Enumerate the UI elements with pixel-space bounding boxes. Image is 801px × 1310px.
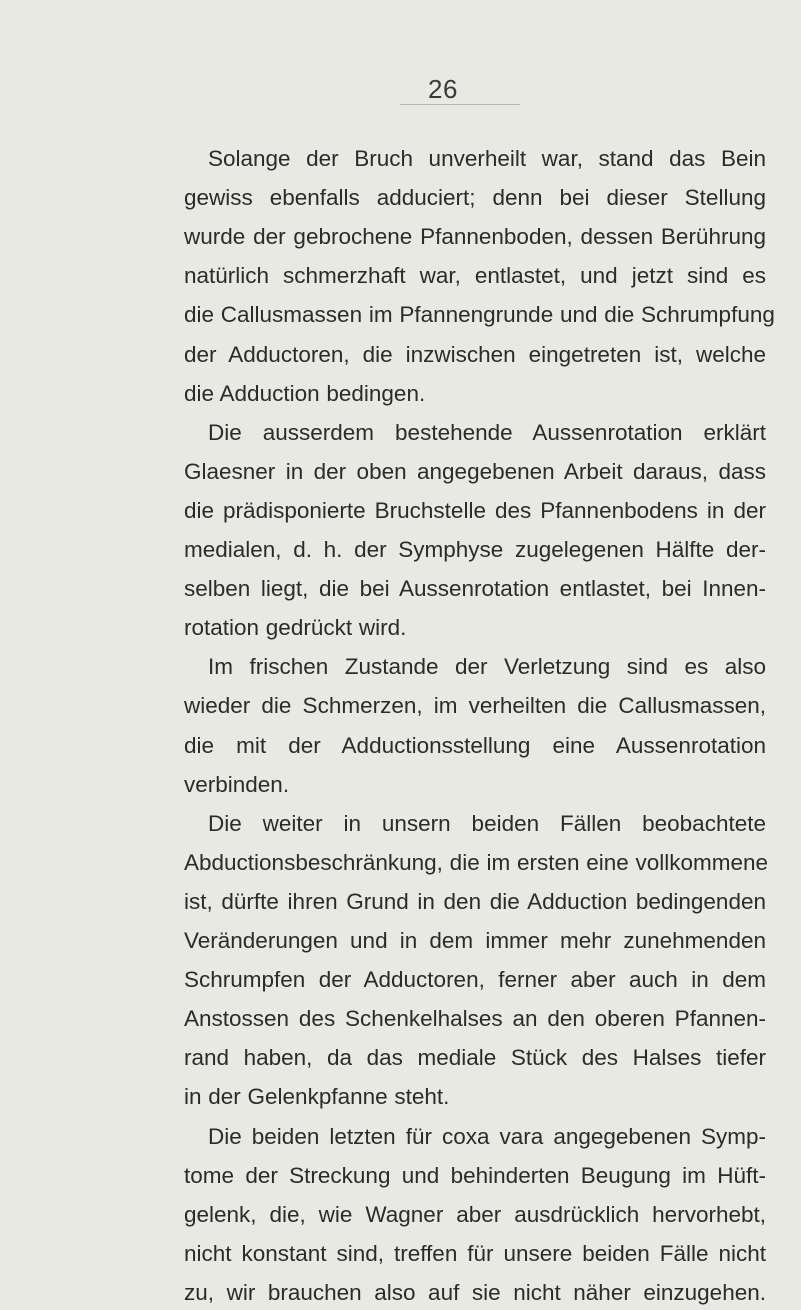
text-line: rand haben, da das mediale Stück des Halses tiefer (184, 1045, 766, 1071)
text-line: die mit der Adductionsstellung eine Aussenrotation (184, 732, 766, 758)
text-line: verbinden. (184, 771, 290, 797)
text-line: gelenk, die, wie Wagner aber ausdrücklich hervorhebt, (184, 1201, 766, 1227)
text-line: nicht konstant sind, treffen für unsere beiden Fälle nicht (184, 1240, 766, 1266)
text-line: medialen, d. h. der Symphyse zugelegenen Hälfte der- (184, 537, 766, 562)
text-line: die Adduction bedingen. (184, 380, 426, 406)
text-line: der Adductoren, die inzwischen eingetreten ist, welche (184, 341, 766, 367)
text-line: selben liegt, die bei Aussenrotation entlastet, bei Innen- (184, 576, 766, 602)
text-line: natürlich schmerzhaft war, entlastet, und jetzt sind es (184, 263, 766, 289)
text-line: Abductionsbeschränkung, die im ersten eine vollkommene (184, 849, 769, 875)
text-line: Glaesner in der oben angegebenen Arbeit daraus, dass (184, 458, 766, 484)
text-line: rotation gedrückt wird. (184, 615, 407, 641)
text-line: Solange der Bruch unverheilt war, stand das Bein (208, 146, 766, 171)
text-line: Die beiden letzten für coxa vara angegebenen Symp- (208, 1123, 766, 1149)
text-line: Veränderungen und in dem immer mehr zunehmenden (184, 928, 766, 953)
text-line: tome der Streckung und behinderten Beugung im Hüft- (184, 1162, 766, 1188)
text-line: wieder die Schmerzen, im verheilten die Callusmassen, (184, 693, 766, 719)
page-number: 26 (428, 74, 458, 104)
text-line: in der Gelenkpfanne steht. (184, 1084, 450, 1110)
text-line: Anstossen des Schenkelhalses an den oberen Pfannen- (184, 1006, 766, 1032)
text-line: ist, dürfte ihren Grund in den die Adduction bedingenden (184, 888, 766, 914)
text-line: gewiss ebenfalls adduciert; denn bei dieser Stellung (184, 185, 766, 211)
text-line: Im frischen Zustande der Verletzung sind es also (208, 654, 766, 680)
text-line: die Callusmassen im Pfannengrunde und die Schrumpfung (184, 302, 775, 328)
page-number-rule (400, 104, 520, 105)
text-line: zu, wir brauchen also auf sie nicht näher einzugehen. (184, 1279, 766, 1305)
text-line: wurde der gebrochene Pfannenboden, dessen Berührung (184, 224, 766, 250)
text-line: Die ausserdem bestehende Aussenrotation erklärt (208, 419, 766, 445)
text-line: Die weiter in unsern beiden Fällen beobachtete (208, 810, 766, 836)
text-line: Schrumpfen der Adductoren, ferner aber auch in dem (184, 967, 766, 993)
text-line: die prädisponierte Bruchstelle des Pfannenbodens in der (184, 497, 766, 523)
